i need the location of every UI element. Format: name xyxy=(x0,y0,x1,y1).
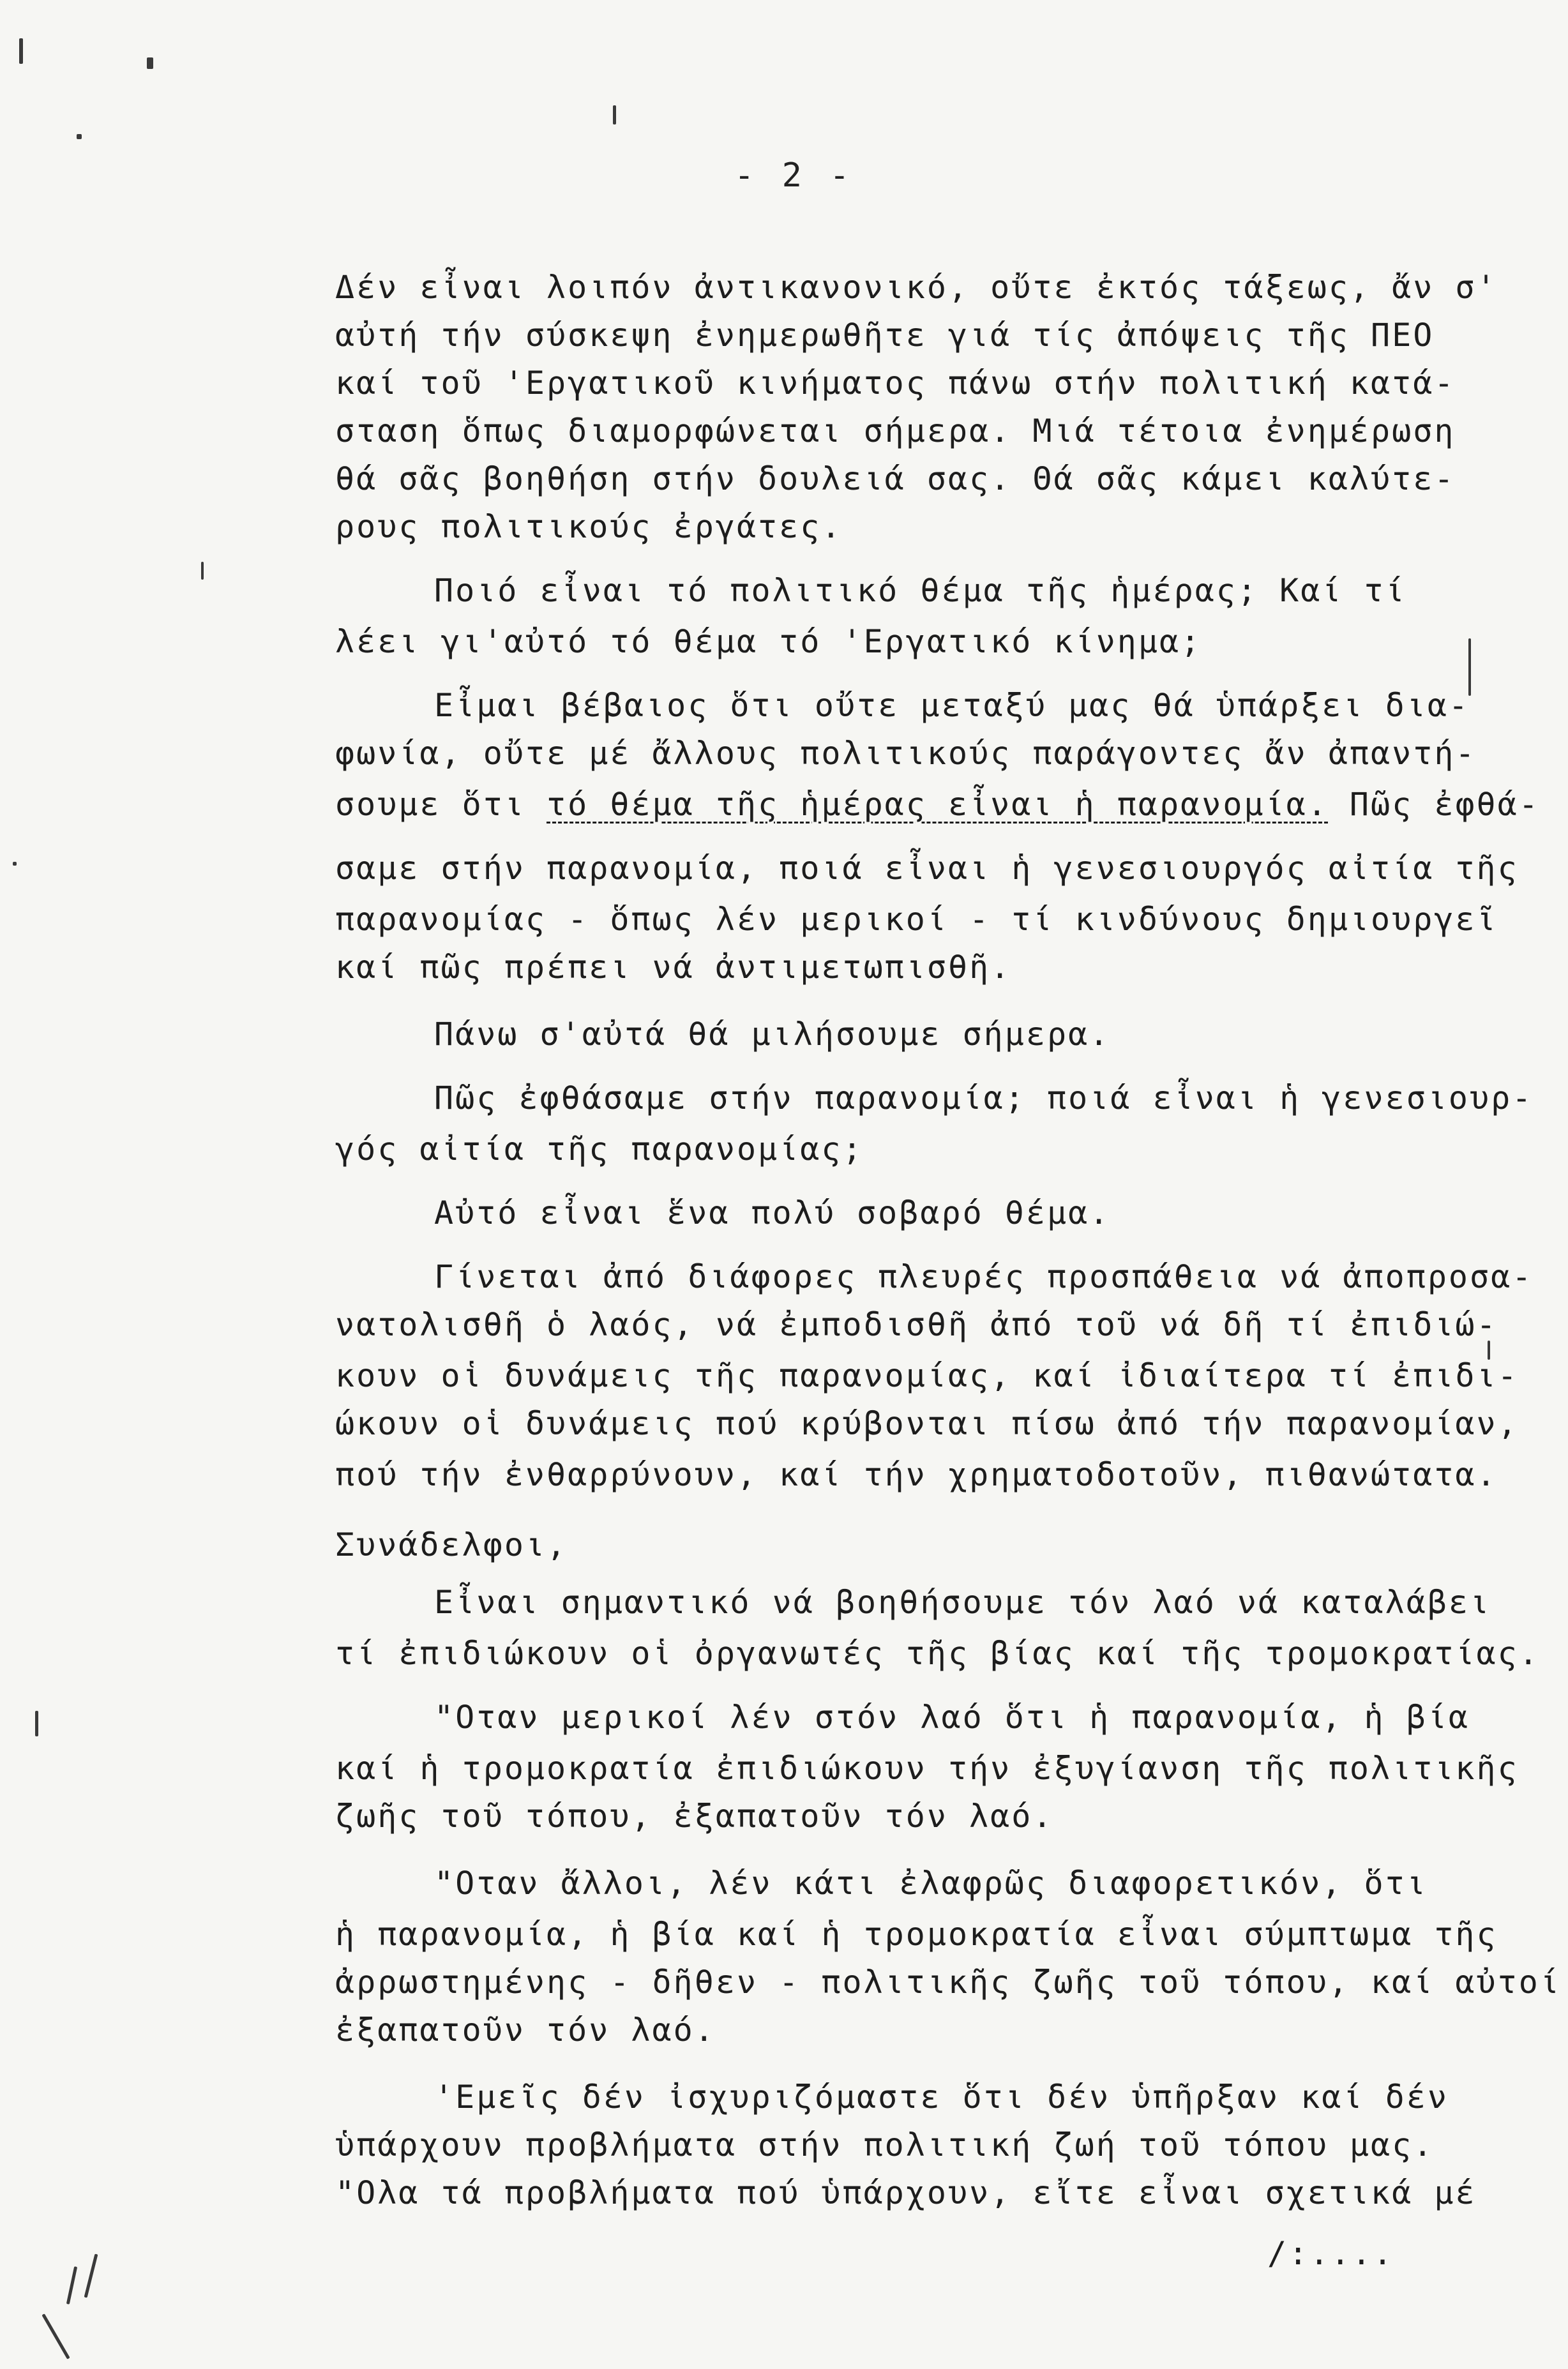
scan-speck xyxy=(19,38,23,64)
scan-speck xyxy=(13,862,17,866)
scan-speck xyxy=(77,134,82,139)
underlined-phrase: τό θέμα τῆς ἡμέρας εἶναι ἡ παρανομία. xyxy=(547,786,1329,823)
scan-speck xyxy=(147,57,153,69)
text-line: παρανομίας - ὅπως λέν μερικοί - τί κινδύνους δημιουργεῖ xyxy=(335,901,1498,938)
text-line: καί τοῦ 'Εργατικοῦ κινήματος πάνω στήν πολιτική κατά- xyxy=(335,365,1456,402)
text-line: κουν οἱ δυνάμεις τῆς παρανομίας, καί ἰδιαίτερα τί ἐπιδι- xyxy=(335,1357,1519,1394)
scan-speck xyxy=(84,2253,98,2298)
scan-speck xyxy=(35,1711,38,1736)
text-line: λέει γι'αὐτό τό θέμα τό 'Εργατικό κίνημα; xyxy=(335,623,1202,660)
text-line: ζωῆς τοῦ τόπου, ἐξαπατοῦν τόν λαό. xyxy=(335,1798,1054,1835)
text-line: Πῶς ἐφθάσαμε στήν παρανομία; ποιά εἶναι ἡ γενεσιουρ- xyxy=(434,1079,1534,1117)
text-line: Ποιό εἶναι τό πολιτικό θέμα τῆς ἡμέρας; Καί τί xyxy=(434,572,1406,609)
text-line: "Οταν ἄλλοι, λέν κάτι ἐλαφρῶς διαφορετικόν, ὅτι xyxy=(434,1865,1428,1902)
text-line: γός αἰτία τῆς παρανομίας; xyxy=(335,1131,864,1168)
text-line: καί ἡ τρομοκρατία ἐπιδιώκουν τήν ἐξυγίανση τῆς πολιτικῆς xyxy=(335,1750,1519,1787)
text-line: Εἶμαι βέβαιος ὅτι οὔτε μεταξύ μας θά ὑπάρξει δια- xyxy=(434,687,1470,724)
text-line: ώκουν οἱ δυνάμεις πού κρύβονται πίσω ἀπό τήν παρανομίαν, xyxy=(335,1405,1519,1442)
text-line: Αὐτό εἶναι ἕνα πολύ σοβαρό θέμα. xyxy=(434,1194,1111,1231)
text-line: "Ολα τά προβλήματα πού ὑπάρχουν, εἴτε εἶναι σχετικά μέ xyxy=(335,2174,1477,2211)
text-line: πού τήν ἐνθαρρύνουν, καί τήν χρηματοδοτοῦν, πιθανώτατα. xyxy=(335,1456,1498,1493)
text-line: ἡ παρανομία, ἡ βία καί ἡ τρομοκρατία εἶναι σύμπτωμα τῆς xyxy=(335,1916,1498,1953)
continuation-mark: /:.... xyxy=(1267,2235,1394,2272)
scan-speck xyxy=(613,105,616,124)
scan-speck xyxy=(66,2266,77,2305)
scan-speck xyxy=(201,562,204,580)
scan-speck xyxy=(41,2313,70,2359)
text-line: αὐτή τήν σύσκεψη ἐνημερωθῆτε γιά τίς ἀπόψεις τῆς ΠΕΟ xyxy=(335,317,1435,354)
text-line: ὑπάρχουν προβλήματα στήν πολιτική ζωή τοῦ τόπου μας. xyxy=(335,2126,1435,2163)
text-line: Πάνω σ'αὐτά θά μιλήσουμε σήμερα. xyxy=(434,1016,1111,1053)
page-number: - 2 - xyxy=(734,156,854,195)
text-line: θά σᾶς βοηθήση στήν δουλειά σας. Θά σᾶς κάμει καλύτε- xyxy=(335,460,1456,497)
text-line: ρους πολιτικούς ἐργάτες. xyxy=(335,508,843,545)
text-line: φωνία, οὔτε μέ ἄλλους πολιτικούς παράγοντες ἄν ἀπαντή- xyxy=(335,735,1477,772)
text-line: τί ἐπιδιώκουν οἱ ὀργανωτές τῆς βίας καί τῆς τρομοκρατίας. xyxy=(335,1635,1540,1672)
salutation: Συνάδελφοι, xyxy=(335,1526,568,1563)
text-line: σαμε στήν παρανομία, ποιά εἶναι ἡ γενεσιουργός αἰτία τῆς xyxy=(335,850,1519,887)
text-line: Εἶναι σημαντικό νά βοηθήσουμε τόν λαό νά καταλάβει xyxy=(434,1584,1491,1621)
text-line: Δέν εἶναι λοιπόν ἀντικανονικό, οὔτε ἐκτός τάξεως, ἄν σ' xyxy=(335,269,1498,306)
text-line: 'Εμεῖς δέν ἰσχυριζόμαστε ὅτι δέν ὑπῆρξαν καί δέν xyxy=(434,2079,1449,2116)
text-line: ἐξαπατοῦν τόν λαό. xyxy=(335,2012,716,2049)
text-line: νατολισθῆ ὁ λαός, νά ἐμποδισθῆ ἀπό τοῦ νά δῆ τί ἐπιδιώ- xyxy=(335,1306,1498,1343)
text-line: "Οταν μερικοί λέν στόν λαό ὅτι ἡ παρανομία, ἡ βία xyxy=(434,1699,1470,1736)
text-line: καί πῶς πρέπει νά ἀντιμετωπισθῆ. xyxy=(335,949,1012,986)
text-segment: σουμε ὅτι xyxy=(335,786,547,823)
text-line xyxy=(335,785,1540,824)
text-line: σταση ὅπως διαμορφώνεται σήμερα. Μιά τέτοια ἐνημέρωση xyxy=(335,412,1456,449)
text-segment: Πῶς ἐφθά- xyxy=(1328,786,1540,823)
text-line: Γίνεται ἀπό διάφορες πλευρές προσπάθεια νά ἀποπροσα- xyxy=(434,1258,1534,1295)
text-line: ἀρρωστημένης - δῆθεν - πολιτικῆς ζωῆς τοῦ τόπου, καί αὐτοί xyxy=(335,1964,1561,2001)
